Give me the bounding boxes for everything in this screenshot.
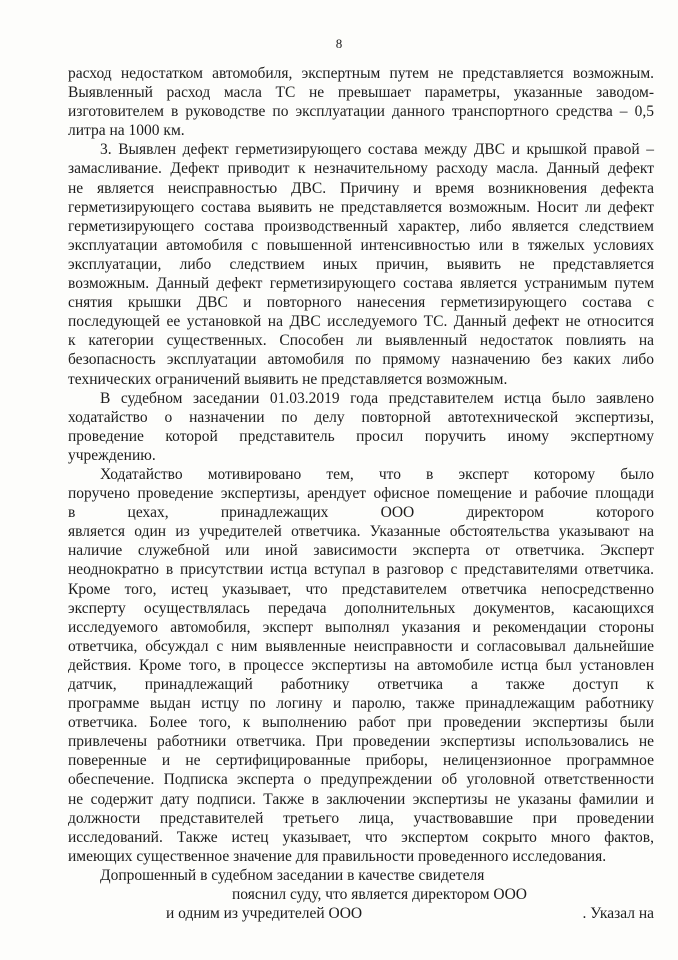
text-line-tail-1: пояснил суду, что является директором ООО [232,886,527,904]
text-line: не является неисправностью ДВС. Причину и время возникновения дефекта [68,179,654,197]
text-line: замасливание. Дефект приводит к незначительному расходу масла. Данный дефект [68,160,654,178]
text-line: Выявленный расход масла ТС не превышает параметры, указанные заводом- [68,84,654,102]
text-line: должности представителей третьего лица, участвовавшие при проведении [68,809,654,827]
text-line: наличие служебной или иной зависимости эксперта от ответчика. Эксперт [68,542,654,560]
text-line: действия. Кроме того, в процессе экспертизы на автомобиле истца был установлен [68,656,654,674]
text-line: неоднократно в присутствии истца вступал в разговор с представителями ответчика. [68,561,654,579]
text-line: эксплуатации автомобиля с повышенной интенсивностью или в тяжелых условиях [68,236,654,254]
text-line: эксплуатации, либо следствием иных причин, выявить не представляется [68,255,654,273]
text-line: герметизирующего состава выявить не представляется возможным. Носит ли дефект [68,198,654,216]
text-line: в цехах, принадлежащих ООО директором которого [68,504,654,522]
text-line: поверенные и не сертифицированные приборы, нелицензионное программное [68,752,654,770]
text-line: проведение которой представитель просил поручить иному экспертному [68,427,654,445]
text-line: исследований. Также истец указывает, что экспертом сокрыто много фактов, [68,828,654,846]
text-line: датчик, принадлежащий работнику ответчика а также доступ к [68,676,654,693]
text-line: последующей ее установкой на ДВС исследуемого ТС. Данный дефект не относится [68,313,654,331]
text-line: безопасность эксплуатации автомобиля по прямому назначению без каких либо [68,351,654,369]
text-line: ходатайство о назначении по делу повторной автотехнической экспертизы, [68,408,654,426]
text-line: к категории существенных. Способен ли выявленный недостаток повлиять на [68,332,654,350]
text-line: Ходатайство мотивировано тем, что в эксперт которому было [100,465,654,483]
document-body [68,64,654,923]
text-line: В судебном заседании 01.03.2019 года представителем истца было заявлено [100,389,654,407]
text-line: обеспечение. Подписка эксперта о предупреждении об уголовной ответственности [68,771,654,789]
text-line: 3. Выявлен дефект герметизирующего состава между ДВС и крышкой правой – [100,141,654,159]
text-line: Допрошенный в судебном заседании в качестве свидетеля [100,866,485,884]
text-line: исследуемого автомобиля, эксперт выполнял указания и рекомендации стороны [68,618,654,636]
text-line: снятия крышки ДВС и повторного нанесения герметизирующего состава с [68,294,654,312]
tail-right-text: . Указал на [582,905,654,923]
text-line: герметизирующего состава производственный характер, либо является следствием [68,217,654,235]
text-line: учреждению. [68,446,156,464]
text-line: технических ограничений выявить не представляется возможным. [68,370,508,388]
text-line: изготовителем в руководстве по эксплуатации данного транспортного средства – 0,5 [68,103,654,121]
page-number: 8 [335,36,343,51]
text-line: ответчика, обсуждал с ним выявленные неисправности и согласовывал дальнейшие [68,637,654,655]
text-line: возможным. Данный дефект герметизирующего состава является устранимым путем [68,275,654,293]
text-line: имеющих существенное значение для правильности проведенного исследования. [68,847,607,865]
text-line-tail-2 [68,904,654,923]
text-line: является один из учредителей ответчика. Указанные обстоятельства указывают на [68,523,654,541]
text-line: Кроме того, истец указывает, что представителем ответчика непосредственно [68,580,654,598]
text-line: поручено проведение экспертизы, арендует офисное помещение и рабочие площади [68,485,654,503]
text-line: литра на 1000 км. [68,122,185,140]
text-line: ответчика. Более того, к выполнению работ при проведении экспертизы были [68,714,654,732]
text-line: не содержит дату подписи. Также в заключении экспертизы не указаны фамилии и [68,790,654,808]
text-line: эксперту осуществлялась передача дополнительных документов, касающихся [68,599,654,617]
text-line: расход недостатком автомобиля, экспертным путем не представляется возможным. [68,65,654,82]
text-line: привлечены работники ответчика. При проведении экспертизы использовались не [68,733,654,751]
text-line: программе выдан истцу по логину и паролю, также принадлежащим работнику [68,695,654,713]
tail-left-text: и одним из учредителей ООО [166,905,363,923]
